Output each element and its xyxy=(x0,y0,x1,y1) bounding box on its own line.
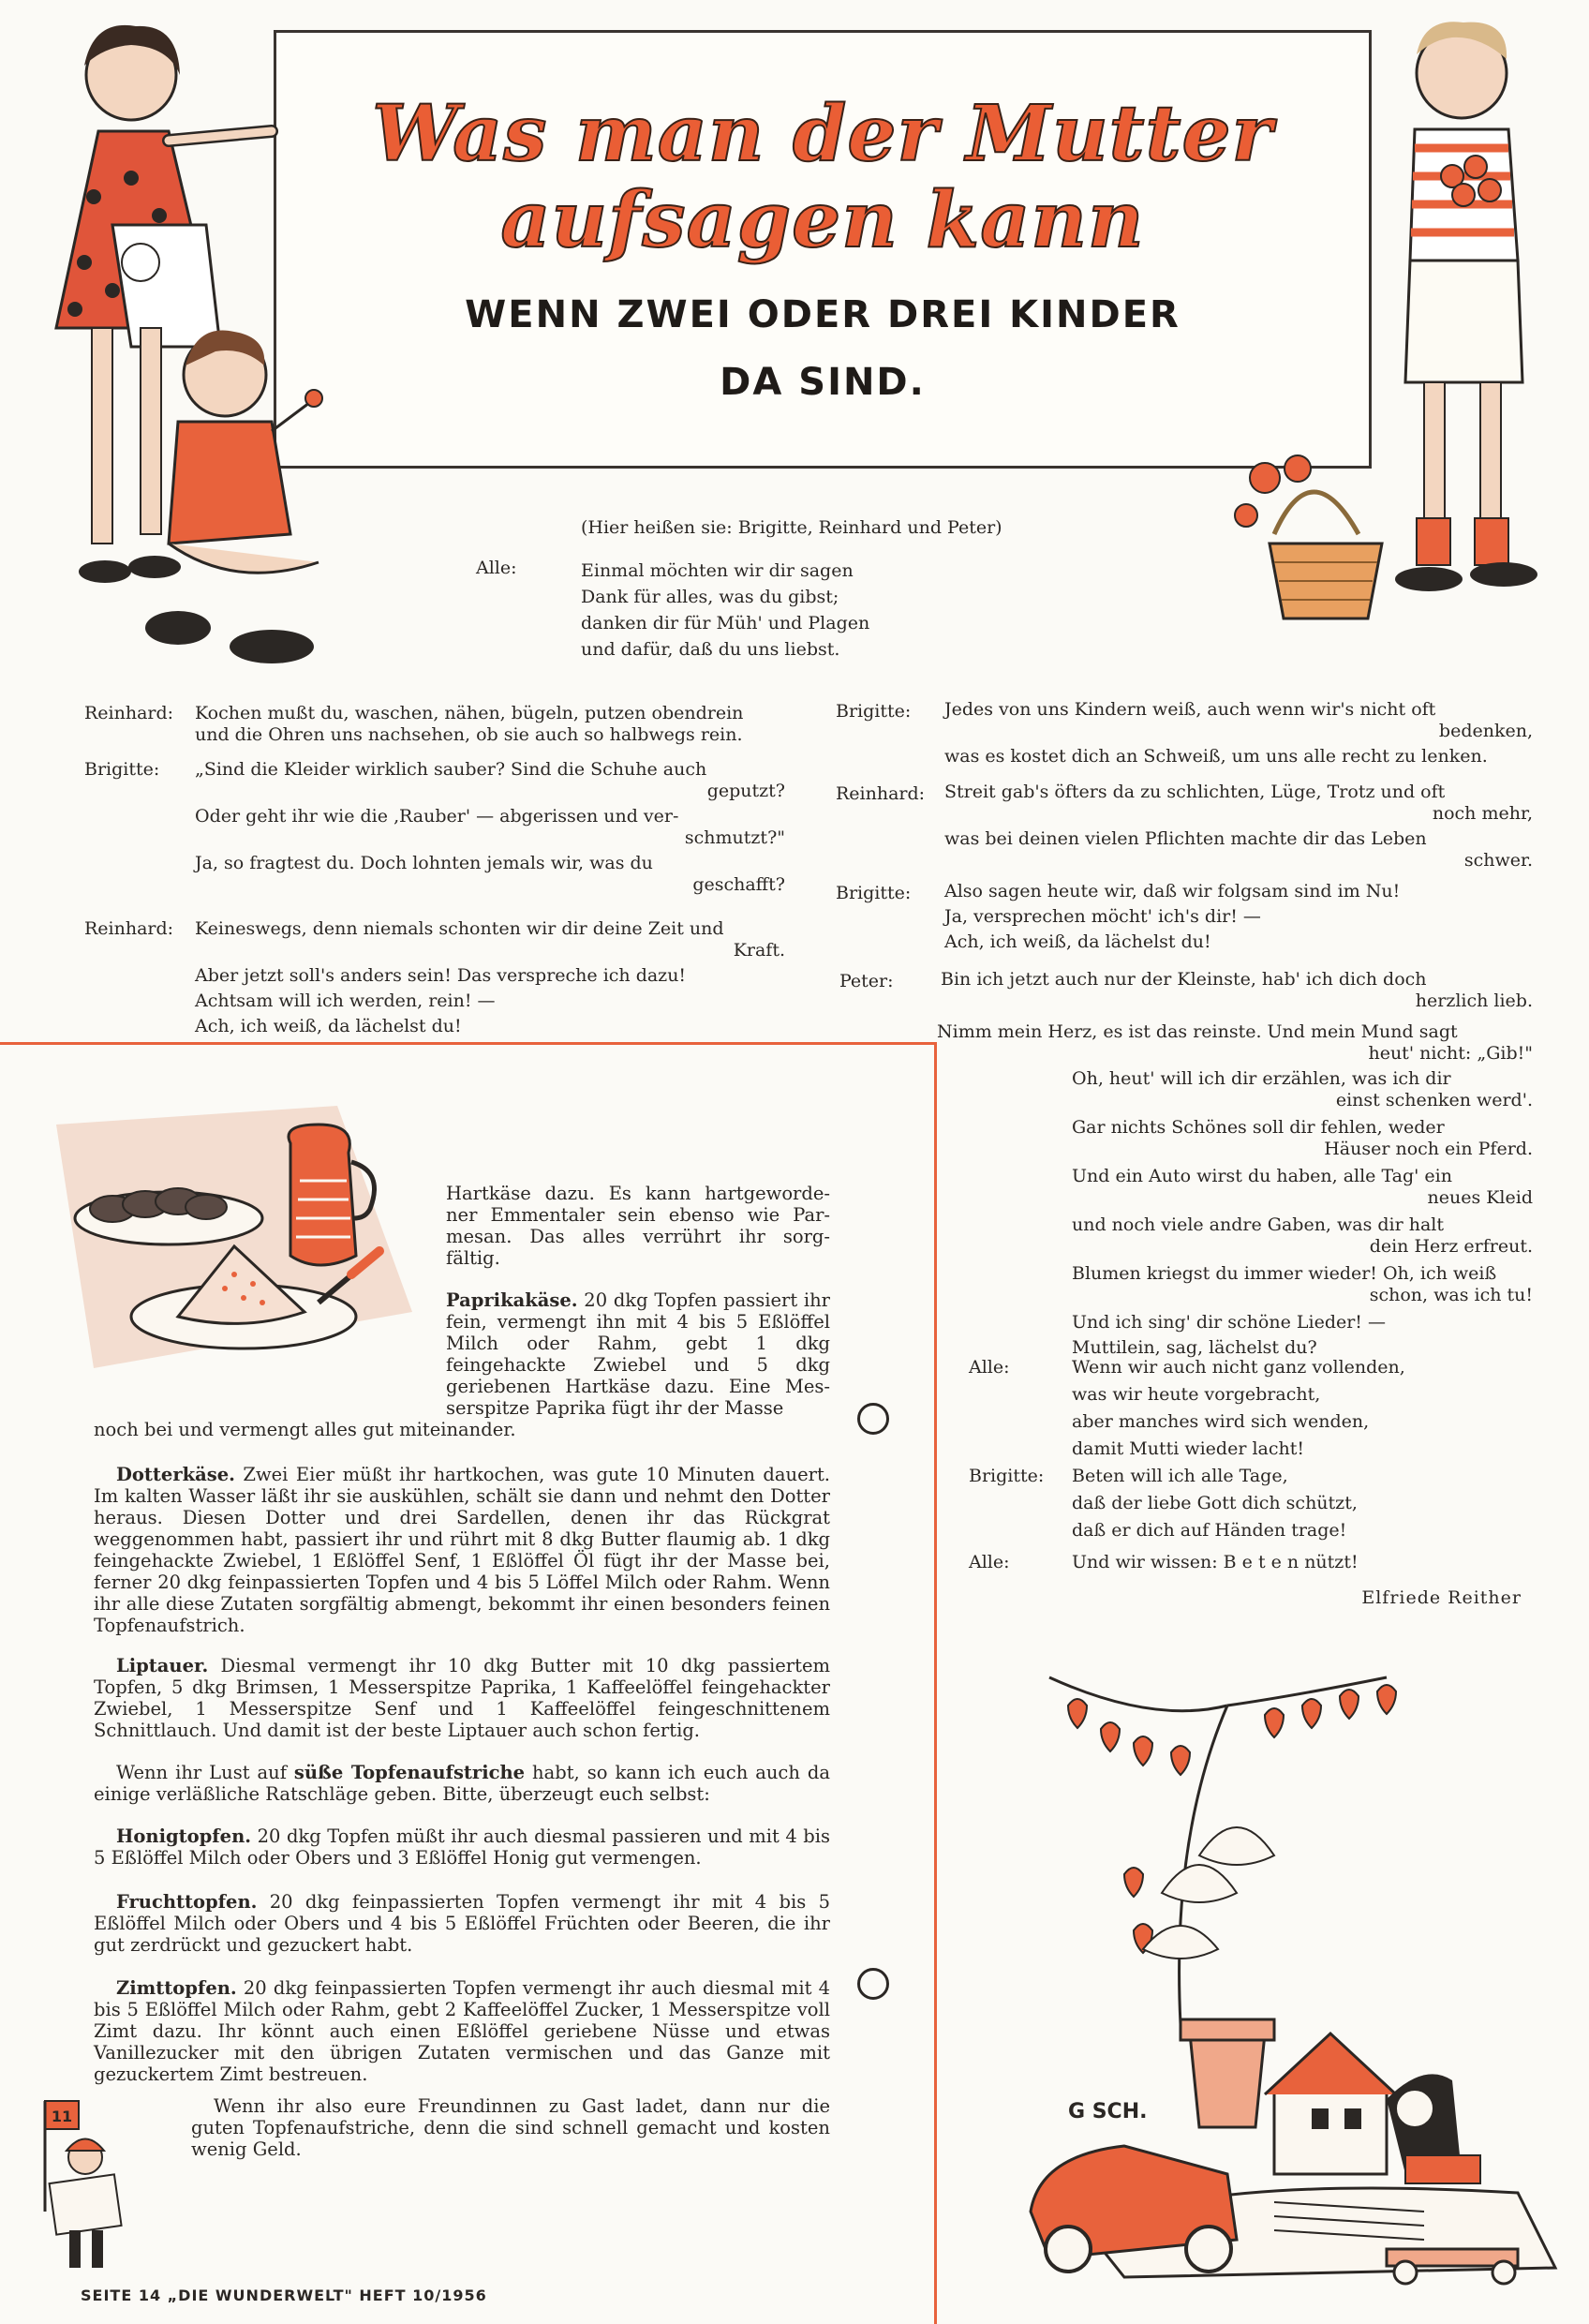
recipe-text: Diesmal vermengt ihr 10 dkg Butter mit 10 dkg passiertem Topfen, 5 dkg Brimsen, 1 Messerspitze Paprika, 1 Kaffeelöffel feingehackter Zwiebel, 1 Messerspitze Senf und 1 Kaffeelöffel feingeschnittenem Schnittlauch. Und damit ist der beste Liptauer auch schon fertig. xyxy=(94,1655,830,1741)
stanza xyxy=(836,969,1542,1363)
poem-line: Ja, so fragtest du. Doch lohnten jemals wir, was du xyxy=(195,853,653,873)
stanza xyxy=(836,1357,1542,1466)
poem-line: Nimm mein Herz, es ist das reinste. Und mein Mund sagt xyxy=(937,1021,1458,1042)
recipe-paragraph xyxy=(94,1464,830,1636)
subtitle-line-1: WENN ZWEI ODER DREI KINDER xyxy=(465,293,1181,336)
poem-line: Beten will ich alle Tage, xyxy=(1072,1466,1288,1486)
mascot-illustration xyxy=(34,2099,137,2287)
speaker-label: Brigitte: xyxy=(836,883,912,903)
author-signature: Elfriede Reither xyxy=(1361,1587,1522,1608)
stanza xyxy=(84,759,789,909)
speaker-label: Brigitte: xyxy=(836,701,912,722)
poem-line: schon, was ich tu! xyxy=(1369,1285,1533,1305)
poem-line: bedenken, xyxy=(1438,721,1533,741)
poem-line: Kochen mußt du, waschen, nähen, bügeln, putzen obendrein xyxy=(195,703,744,723)
stanza xyxy=(836,881,1542,963)
poem-line: Blumen kriegst du immer wieder! Oh, ich weiß xyxy=(1072,1263,1497,1284)
poem-line: schwer. xyxy=(1463,850,1533,871)
poem-line: Jedes von uns Kindern weiß, auch wenn wir's nicht oft xyxy=(944,699,1436,720)
recipe-text: 20 dkg feinpassierten Topfen vermengt ihr auch diesmal mit 4 bis 5 Eßlöffel Milch oder Rahm, gebt 2 Kaffeelöffel Zucker, 1 Messerspitze voll Zimt dazu. Ihr könnt auch einen Eßlöffel geriebene Nüsse und etwas Vanillezucker mit den übrigen Zutaten vermischen und das Ganze mit gezuckertem Zimt bestreuen. xyxy=(94,1977,830,2085)
poem-line: Und ich sing' dir schöne Lieder! — xyxy=(1072,1312,1386,1333)
poem-line: daß er dich auf Händen trage! xyxy=(1072,1520,1347,1541)
poem-line: und die Ohren uns nachsehen, ob sie auch so halbwegs rein. xyxy=(195,724,743,745)
poem-line: Muttilein, sag, lächelst du? xyxy=(1072,1337,1317,1358)
recipe-paragraph xyxy=(446,1289,830,1419)
recipe-paragraph xyxy=(94,1825,830,1869)
poem-line: Also sagen heute wir, daß wir folgsam sind im Nu! xyxy=(944,881,1401,901)
recipe-text: 20 dkg Topfen passiert ihr fein, vermengt ihn mit 4 bis 5 Eßlöffel Milch oder Rahm, gebt 1 dkg feingehackte Zwiebel und 5 dkg geriebenen Hartkäse dazu. Eine Mes- serspitze Paprika fügt ihr der Masse xyxy=(446,1289,830,1419)
poem-line: und dafür, daß du uns liebst. xyxy=(581,639,840,660)
speaker-label: Alle: xyxy=(476,558,517,578)
poem-line: was wir heute vorgebracht, xyxy=(1072,1384,1321,1405)
recipe-paragraph: Wenn ihr Lust auf süße Topfenaufstriche habt, so kann ich euch auch da einige verläßliche Ratschläge geben. Bitte, überzeugt euch selbst: xyxy=(94,1762,831,1805)
toys-plant-illustration xyxy=(1012,1649,1574,2287)
speaker-label: Alle: xyxy=(969,1357,1010,1378)
poem-line: Keineswegs, denn niemals schonten wir dir deine Zeit und xyxy=(195,918,724,939)
poem-line: was bei deinen vielen Pflichten machte dir das Leben xyxy=(944,828,1427,849)
poem-line: geschafft? xyxy=(692,874,785,895)
poem-line: Einmal möchten wir dir sagen xyxy=(581,560,854,581)
speaker-label: Brigitte: xyxy=(84,759,160,780)
page-footer: SEITE 14 „DIE WUNDERWELT" HEFT 10/1956 xyxy=(81,2287,487,2304)
speaker-label: Reinhard: xyxy=(84,703,174,723)
stanza xyxy=(84,918,789,1050)
poem-line: Ach, ich weiß, da lächelst du! xyxy=(944,931,1211,952)
subtitle-line-2: DA SIND. xyxy=(720,361,926,404)
poem-line: Häuser noch ein Pferd. xyxy=(1324,1139,1533,1159)
recipe-title: süße Topfenaufstriche xyxy=(293,1762,526,1783)
poem-line: Ach, ich weiß, da lächelst du! xyxy=(195,1016,462,1036)
poem-line: dein Herz erfreut. xyxy=(1369,1236,1533,1257)
poem-line: Dank für alles, was du gibst; xyxy=(581,587,839,607)
poem-line: Ja, versprechen möcht' ich's dir! — xyxy=(944,906,1261,927)
poem-line: schmutzt?" xyxy=(684,827,785,848)
poem-line: Bin ich jetzt auch nur der Kleinste, hab' ich dich doch xyxy=(941,969,1427,990)
title-line-1: Was man der Mutter xyxy=(372,89,1273,179)
recipe-paragraph: noch bei und vermengt alles gut miteinander. xyxy=(94,1419,516,1440)
stanza xyxy=(836,1466,1542,1552)
poem-line: Oder geht ihr wie die ‚Rauber' — abgerissen und ver- xyxy=(195,806,679,827)
recipe-title: Fruchttopfen. xyxy=(116,1891,258,1913)
poem-line: herzlich lieb. xyxy=(1415,991,1533,1011)
stanza xyxy=(84,703,789,750)
stanza xyxy=(836,1552,1542,1580)
speaker-label: Reinhard: xyxy=(836,783,926,804)
speaker-label: Peter: xyxy=(839,971,894,991)
recipe-paragraph xyxy=(94,1891,830,1956)
speaker-label: Reinhard: xyxy=(84,918,174,939)
speaker-label: Alle: xyxy=(969,1552,1010,1572)
poem-line: danken dir für Müh' und Plagen xyxy=(581,613,870,633)
poem-line: geputzt? xyxy=(706,781,785,801)
mascot-flag-number: 11 xyxy=(51,2108,73,2125)
poem-line: aber manches wird sich wenden, xyxy=(1072,1411,1370,1432)
recipe-text: 20 dkg Topfen müßt ihr auch diesmal passieren und mit 4 bis 5 Eßlöffel Milch oder Obers und 3 Eßlöffel Honig gut vermengen. xyxy=(94,1825,830,1869)
poem-line: Und wir wissen: B e t e n nützt! xyxy=(1072,1552,1359,1572)
stanza xyxy=(836,782,1542,875)
recipe-text: Zwei Eier müßt ihr hartkochen, was gute 10 Minuten dauert. Im kalten Wasser läßt ihr sie auskühlen, schält sie dann und nehmt den Dotter heraus. Diesen Dotter und drei Sardellen, denen ihr das Rückgrat weggenommen habt, passiert ihr und rührt mit 8 dkg Butter flaumig ab. 1 dkg feingehackte Zwiebel, 1 Eßlöffel Senf, 1 Eßlöffel Öl fügt ihr der Masse bei, ferner 20 dkg feinpassierten Topfen und 4 bis 5 Löffel Milch oder Rahm. Wenn ihr alle diese Zutaten sorgfältig abmengt, bekommt ihr einen besonders feinen Topfenaufstrich. xyxy=(94,1464,830,1636)
poem-line: neues Kleid xyxy=(1427,1187,1533,1208)
poem-line: heut' nicht: „Gib!" xyxy=(1368,1043,1533,1064)
recipe-paragraph: Hartkäse dazu. Es kann hartgeworde- ner Emmentaler sein ebenso wie Par- mesan. Das alles verrührt ihr sorg- fältig. xyxy=(446,1183,830,1269)
recipe-title: Dotterkäse. xyxy=(116,1464,235,1485)
intro-line: (Hier heißen sie: Brigitte, Reinhard und Peter) xyxy=(581,517,1002,538)
recipe-title: Zimttopfen. xyxy=(116,1977,237,1999)
recipe-title: Honigtopfen. xyxy=(116,1825,252,1847)
title-sign xyxy=(274,30,1372,469)
poem-line: Und ein Auto wirst du haben, alle Tag' ein xyxy=(1072,1166,1452,1186)
recipe-title: Paprikakäse. xyxy=(446,1289,578,1311)
cheese-spread-illustration xyxy=(37,1087,431,1406)
recipe-paragraph xyxy=(94,1655,830,1741)
poem-line: noch mehr, xyxy=(1432,803,1533,824)
poem-line: was es kostet dich an Schweiß, um uns alle recht zu lenken. xyxy=(944,746,1488,767)
recipe-title: Liptauer. xyxy=(116,1655,209,1676)
poem-line: Oh, heut' will ich dir erzählen, was ich dir xyxy=(1072,1068,1451,1089)
illustrator-signature: G SCH. xyxy=(1068,2100,1148,2123)
poem-line: und noch viele andre Gaben, was dir halt xyxy=(1072,1214,1445,1235)
binder-hole xyxy=(857,1403,889,1435)
poem-line: daß der liebe Gott dich schützt, xyxy=(1072,1493,1358,1513)
poem-stanza xyxy=(581,560,974,661)
poem-line: Wenn wir auch nicht ganz vollenden, xyxy=(1072,1357,1405,1378)
poem-line: Aber jetzt soll's anders sein! Das verspreche ich dazu! xyxy=(195,965,687,986)
poem-left-column xyxy=(84,703,789,1050)
poem-line: damit Mutti wieder lacht! xyxy=(1072,1438,1305,1459)
recipe-paragraph: Wenn ihr also eure Freundinnen zu Gast ladet, dann nur die guten Topfenaufstriche, denn die sind schnell gemacht und kosten wenig Geld. xyxy=(191,2095,830,2160)
title-line-2: aufsagen kann xyxy=(500,175,1145,265)
toddler-illustration xyxy=(141,319,347,675)
poem-line: Gar nichts Schönes soll dir fehlen, weder xyxy=(1072,1117,1445,1138)
poem-line: Achtsam will ich werden, rein! — xyxy=(195,991,496,1011)
poem-line: Kraft. xyxy=(733,940,785,961)
poem-line: Streit gab's öfters da zu schlichten, Lüge, Trotz und oft xyxy=(944,782,1446,802)
stanza xyxy=(836,699,1542,774)
poem-line: „Sind die Kleider wirklich sauber? Sind die Schuhe auch xyxy=(195,759,707,780)
poem-line: einst schenken werd'. xyxy=(1335,1090,1533,1110)
binder-hole xyxy=(857,1968,889,2000)
speaker-label: Brigitte: xyxy=(969,1466,1045,1486)
poem-right-column xyxy=(836,699,1542,1609)
recipe-text: 20 dkg feinpassierten Topfen vermengt ihr mit 4 bis 5 Eßlöffel Milch oder Obers und 4 bis 5 Eßlöffel Früchten oder Beeren, die ihr gut zerdrückt und gezuckert habt. xyxy=(94,1891,830,1956)
flower-basket-illustration xyxy=(1218,440,1424,628)
recipe-paragraph xyxy=(94,1977,830,2085)
